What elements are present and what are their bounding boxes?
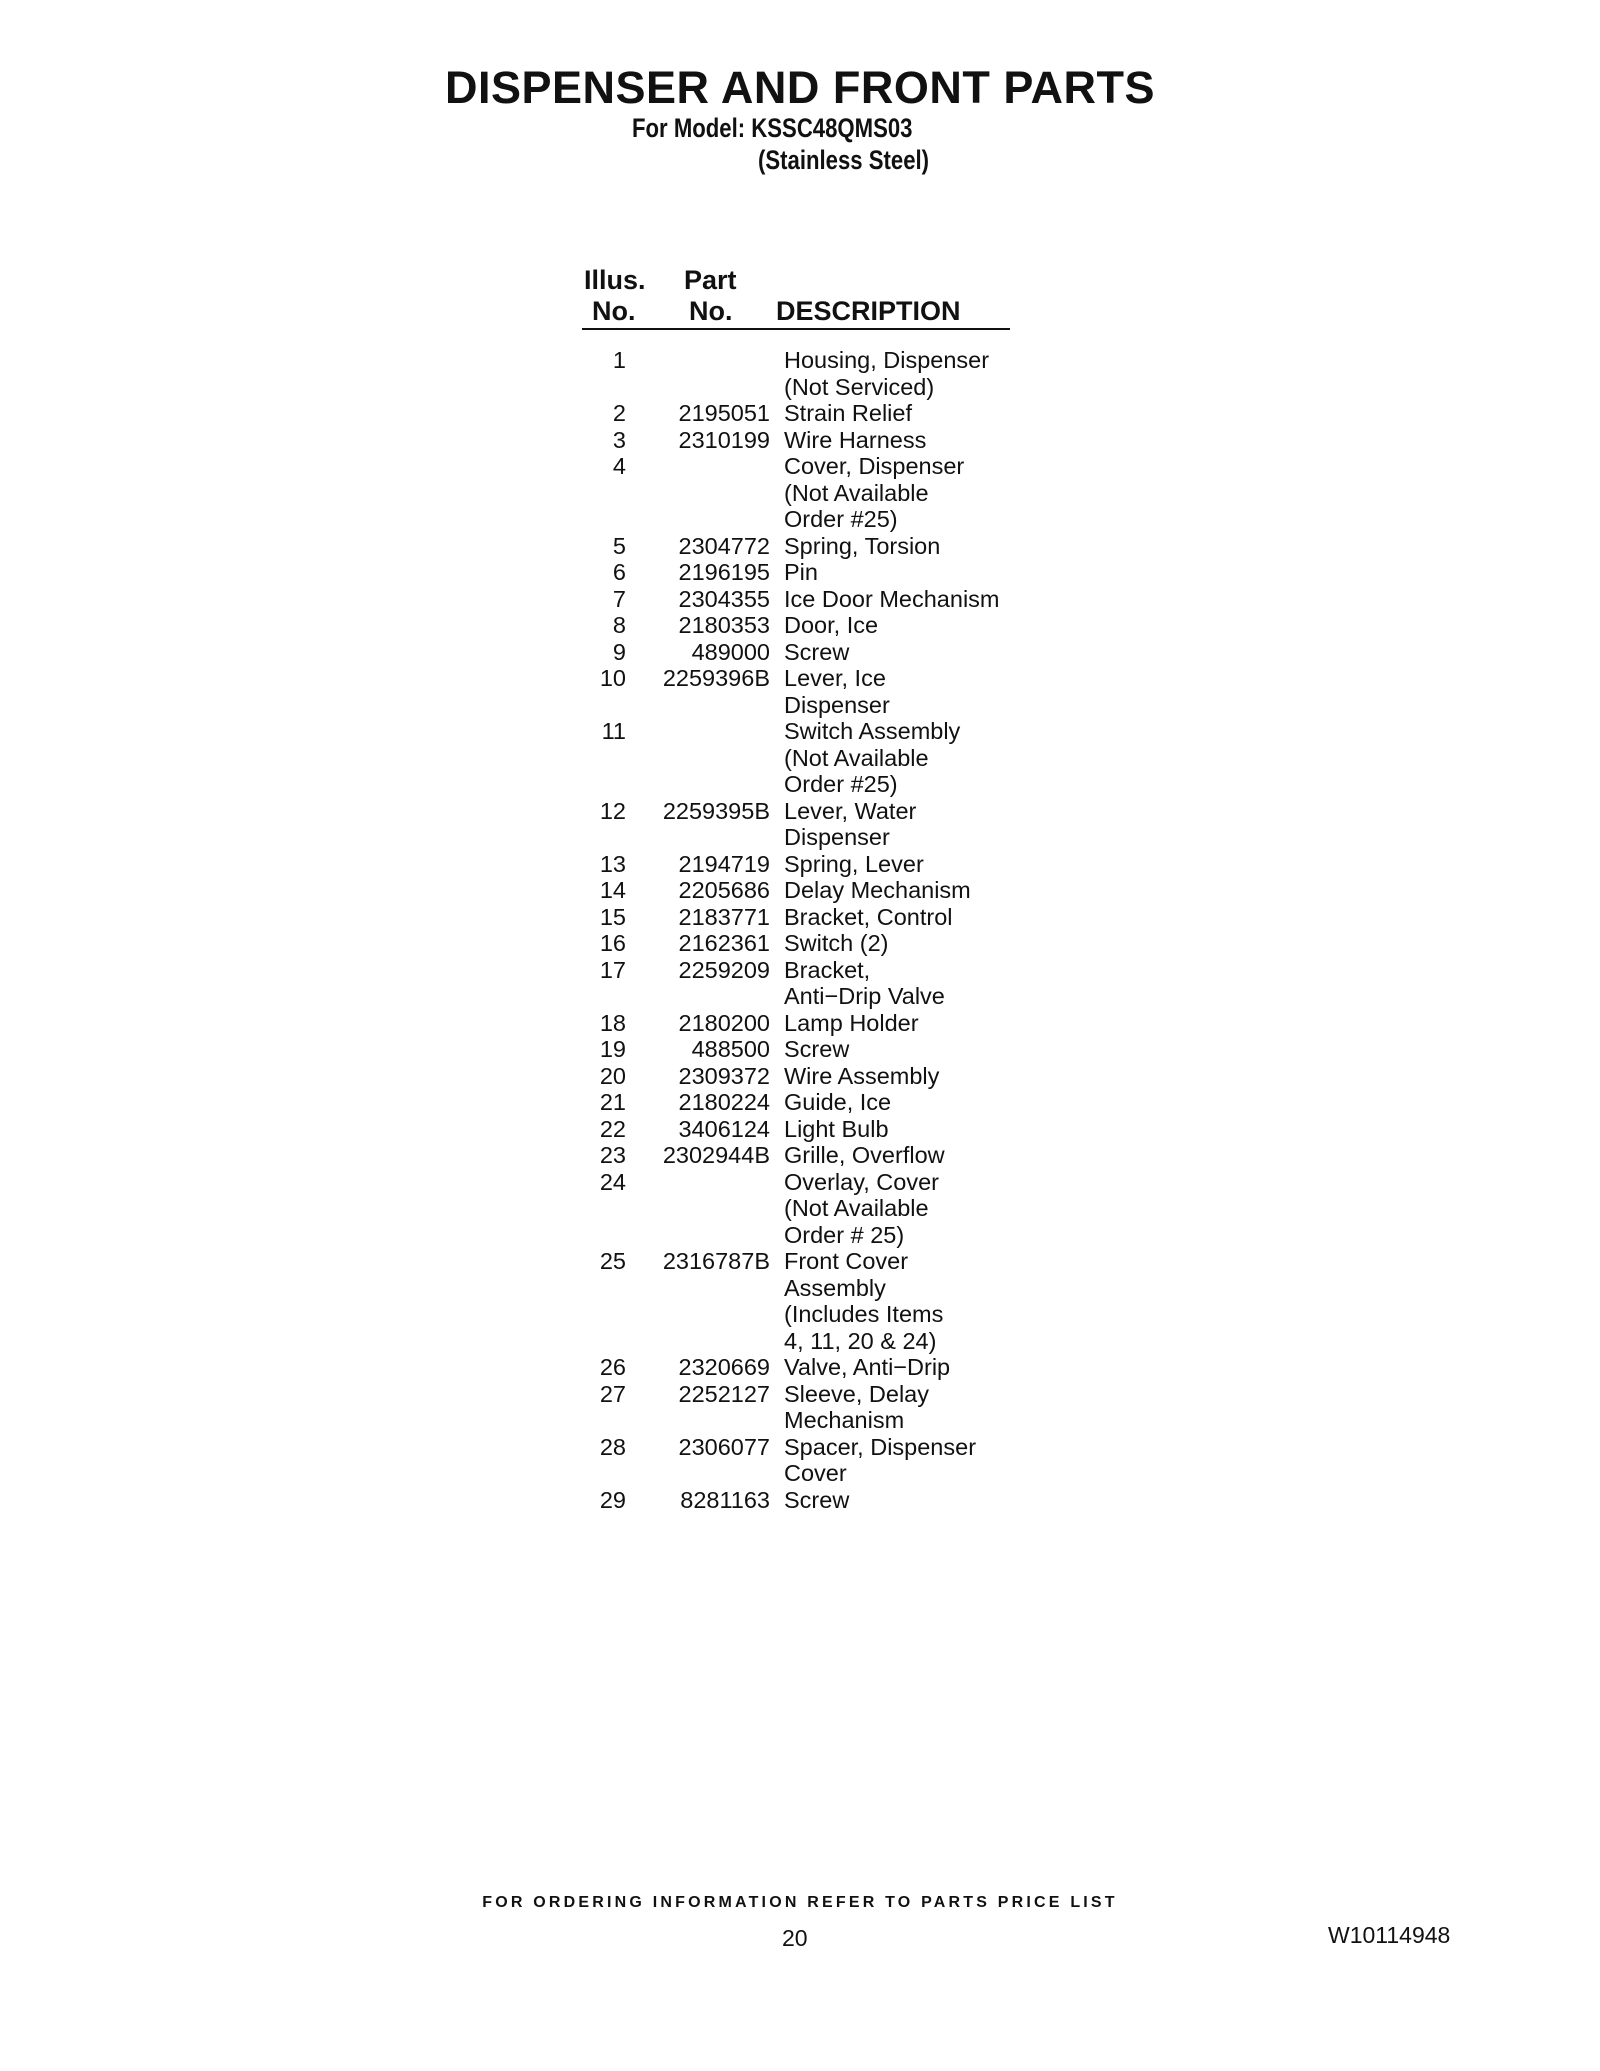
part-number: 2259395B [662, 797, 770, 824]
part-description [770, 1010, 919, 1037]
part-number: 2259209 [678, 956, 770, 983]
page-number: 20 [782, 1925, 808, 1951]
description-line: Switch Assembly [784, 718, 961, 744]
part-number: 2195051 [678, 400, 770, 426]
part-number: 2304355 [678, 585, 770, 612]
part-number: 2162361 [678, 930, 770, 956]
description-line: (Not Serviced) [784, 373, 935, 400]
table-row [560, 1089, 1080, 1116]
header-rule [582, 328, 1010, 330]
page-title: DISPENSER AND FRONT PARTS [444, 62, 1156, 113]
table-row [560, 427, 1080, 454]
table-row [560, 1381, 1080, 1434]
description-line: Lamp Holder [784, 1009, 919, 1036]
part-description [770, 957, 945, 1010]
description-line: Wire Harness [784, 426, 927, 453]
illus-number: 29 [599, 1486, 626, 1513]
description-line: Lever, Water [784, 797, 917, 824]
part-description [770, 718, 960, 798]
description-line: Spacer, Dispenser [784, 1433, 977, 1460]
description-line: Bracket, Control [784, 903, 953, 930]
description-line: Anti−Drip Valve [784, 983, 945, 1009]
table-row [560, 1169, 1080, 1249]
description-line: Cover, Dispenser [784, 453, 965, 479]
description-line: Order #25) [784, 771, 898, 797]
illus-number: 8 [612, 612, 626, 638]
table-row [560, 586, 1080, 613]
description-line: Pin [784, 559, 818, 585]
table-row [560, 1116, 1080, 1143]
table-row [560, 1036, 1080, 1063]
description-line: Bracket, [784, 956, 871, 983]
table-row [560, 533, 1080, 560]
finish-line: (Stainless Steel) [758, 145, 930, 175]
illus-number: 20 [599, 1062, 626, 1089]
table-row [560, 1010, 1080, 1037]
part-description [770, 533, 940, 560]
illus-number: 12 [599, 797, 626, 824]
illus-number: 14 [599, 877, 626, 903]
description-line: (Not Available [784, 744, 929, 771]
part-header-bottom: No. [689, 296, 733, 326]
table-row [560, 851, 1080, 878]
description-line: Ice Door Mechanism [784, 585, 1000, 612]
part-description [770, 1434, 976, 1487]
illus-number: 11 [601, 718, 626, 744]
description-line: (Not Available [784, 1195, 929, 1221]
illus-number: 16 [599, 930, 626, 956]
description-line: Front Cover [784, 1248, 909, 1274]
table-row [560, 904, 1080, 931]
description-line: Overlay, Cover [784, 1168, 939, 1195]
part-number: 2183771 [678, 903, 770, 930]
part-description [770, 798, 916, 851]
description-line: Sleeve, Delay [784, 1380, 929, 1407]
illus-number: 13 [599, 850, 626, 877]
table-row [560, 1354, 1080, 1381]
description-line: Screw [784, 638, 850, 665]
part-number: 2259396B [662, 665, 770, 691]
illus-number: 9 [612, 638, 626, 665]
part-number: 489000 [691, 638, 770, 665]
part-number [626, 1169, 770, 1249]
illus-number: 1 [612, 347, 626, 373]
illus-number: 27 [599, 1380, 626, 1407]
illus-number: 25 [599, 1248, 626, 1274]
part-number [626, 347, 770, 400]
part-number: 2304772 [678, 532, 770, 559]
part-description [770, 904, 952, 931]
part-number: 2309372 [678, 1062, 770, 1089]
description-line: Lever, Ice [784, 665, 886, 691]
table-row [560, 798, 1080, 851]
description-line: Order # 25) [784, 1221, 905, 1248]
part-number: 2310199 [678, 426, 770, 453]
part-description [770, 427, 926, 454]
illus-number: 10 [599, 665, 626, 691]
illus-number: 7 [612, 585, 626, 612]
part-description [770, 1036, 849, 1063]
part-number [626, 718, 770, 798]
description-line: Order #25) [784, 506, 898, 532]
illus-number: 26 [599, 1354, 626, 1380]
part-description [770, 1063, 939, 1090]
table-row [560, 1487, 1080, 1514]
ordering-note: FOR ORDERING INFORMATION REFER TO PARTS PRICE LIST [482, 1894, 1118, 1911]
illus-number: 2 [612, 400, 626, 426]
description-line: (Includes Items [784, 1301, 944, 1327]
illus-number: 21 [599, 1089, 626, 1115]
description-line: Strain Relief [784, 400, 912, 426]
parts-list [560, 347, 1080, 1513]
part-description [770, 851, 924, 878]
description-line: Valve, Anti−Drip [784, 1354, 951, 1380]
part-description [770, 400, 912, 427]
part-description [770, 930, 888, 957]
description-line: Switch (2) [784, 930, 889, 956]
description-line: Mechanism [784, 1407, 905, 1433]
part-number: 2302944B [662, 1142, 770, 1168]
table-row [560, 612, 1080, 639]
part-number: 2194719 [678, 850, 770, 877]
table-row [560, 665, 1080, 718]
part-number: 2180224 [678, 1089, 770, 1115]
description-line: Light Bulb [784, 1115, 889, 1142]
part-number: 2316787B [662, 1248, 770, 1274]
part-description [770, 1142, 945, 1169]
document-number: W10114948 [1328, 1922, 1451, 1948]
illus-number: 24 [599, 1168, 626, 1195]
part-number: 3406124 [678, 1115, 770, 1142]
part-description [770, 665, 890, 718]
table-row [560, 639, 1080, 666]
part-description [770, 586, 1000, 613]
table-row [560, 1434, 1080, 1487]
description-line: 4, 11, 20 & 24) [784, 1327, 937, 1354]
illus-number: 23 [599, 1142, 626, 1168]
part-header-top: Part [684, 265, 737, 295]
part-number: 2320669 [678, 1354, 770, 1380]
illus-number: 18 [599, 1009, 626, 1036]
illus-number: 3 [612, 426, 626, 453]
table-row [560, 877, 1080, 904]
table-row [560, 347, 1080, 400]
description-line: (Not Available [784, 479, 929, 506]
description-line: Wire Assembly [784, 1062, 940, 1089]
part-number: 8281163 [680, 1486, 770, 1513]
part-number [626, 453, 770, 533]
description-line: Screw [784, 1486, 850, 1513]
part-description [770, 347, 989, 400]
part-number: 2252127 [678, 1380, 770, 1407]
part-number: 2205686 [678, 877, 770, 903]
illus-number: 15 [599, 903, 626, 930]
table-row [560, 1248, 1080, 1354]
part-number: 2180200 [678, 1009, 770, 1036]
part-number: 2196195 [678, 559, 770, 585]
part-description [770, 1089, 891, 1116]
description-line: Dispenser [784, 691, 890, 718]
description-line: Spring, Torsion [784, 532, 941, 559]
table-row [560, 559, 1080, 586]
description-line: Assembly [784, 1274, 886, 1301]
part-description [770, 1116, 889, 1143]
illus-number: 17 [599, 956, 626, 983]
description-line: Spring, Lever [784, 850, 924, 877]
illus-number: 5 [612, 532, 626, 559]
part-number: 2306077 [678, 1433, 770, 1460]
part-description [770, 1169, 939, 1249]
description-line: Screw [784, 1036, 850, 1062]
description-line: Delay Mechanism [784, 877, 971, 903]
model-line: For Model: KSSC48QMS03 [632, 113, 913, 143]
part-number: 488500 [691, 1036, 770, 1062]
part-description [770, 1381, 929, 1434]
table-row [560, 930, 1080, 957]
table-row [560, 453, 1080, 533]
illus-number: 19 [599, 1036, 626, 1062]
table-row [560, 718, 1080, 798]
illus-number: 4 [612, 453, 626, 479]
part-number: 2180353 [678, 612, 770, 638]
illus-header-top: Illus. [584, 265, 646, 295]
table-row [560, 1142, 1080, 1169]
description-line: Dispenser [784, 824, 890, 850]
part-description [770, 639, 849, 666]
part-description [770, 1354, 950, 1381]
part-description [770, 453, 964, 533]
table-row [560, 1063, 1080, 1090]
description-line: Grille, Overflow [784, 1142, 945, 1168]
table-row [560, 957, 1080, 1010]
illus-number: 28 [599, 1433, 626, 1460]
table-row [560, 400, 1080, 427]
description-line: Housing, Dispenser [784, 347, 990, 373]
part-description [770, 612, 878, 639]
description-header: DESCRIPTION [776, 296, 961, 326]
illus-number: 6 [612, 559, 626, 585]
illus-number: 22 [599, 1115, 626, 1142]
description-line: Door, Ice [784, 612, 879, 638]
part-description [770, 559, 818, 586]
part-description [770, 877, 971, 904]
part-description [770, 1487, 849, 1514]
description-line: Cover [784, 1460, 847, 1486]
description-line: Guide, Ice [784, 1089, 892, 1115]
part-description [770, 1248, 943, 1354]
illus-header-bottom: No. [592, 296, 636, 326]
